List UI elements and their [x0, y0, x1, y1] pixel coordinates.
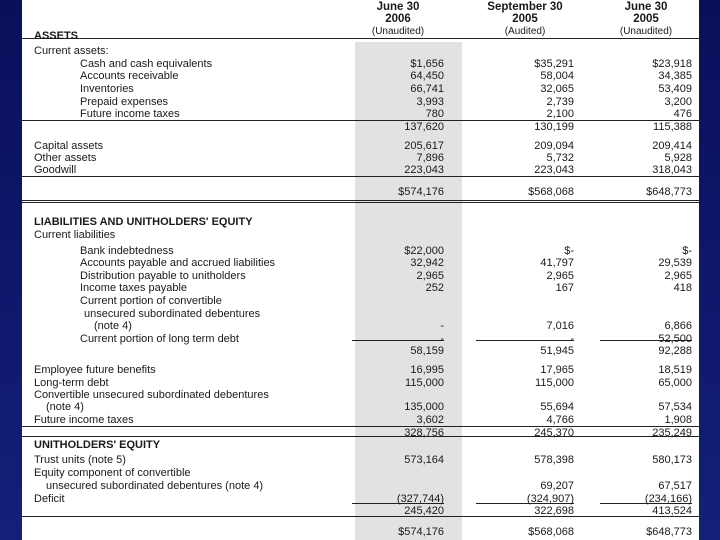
row-value-col3: 318,043	[652, 164, 692, 176]
row-value-col2: 2,100	[546, 108, 574, 120]
row-value-col2: 55,694	[540, 401, 574, 413]
row-value-col2: 69,207	[540, 480, 574, 492]
row-value-col1: 252	[425, 282, 444, 294]
row-label: Distribution payable to unitholders	[80, 270, 246, 282]
col3-header-line2: 2005	[633, 13, 659, 25]
row-label: Deficit	[34, 493, 65, 505]
row-value-col2: 578,398	[534, 454, 574, 466]
row-label: Bank indebtedness	[80, 245, 174, 257]
row-value-col1: (327,744)	[396, 493, 444, 505]
row-label: (note 4)	[46, 401, 84, 413]
row-value-col3: $23,918	[652, 58, 692, 70]
row-value-col2: 17,965	[540, 364, 574, 376]
row-value-col2: 223,043	[534, 164, 574, 176]
row-value-col2: 167	[555, 282, 574, 294]
row-value-col2: (324,907)	[526, 493, 574, 505]
row-label: Prepaid expenses	[80, 96, 169, 108]
row-value-col3: $-	[682, 245, 692, 257]
row-value-col1: 223,043	[404, 164, 444, 176]
col1-header-line1: June 30	[376, 1, 420, 13]
row-value-col1: 32,942	[410, 257, 444, 269]
row-label: Inventories	[80, 83, 134, 95]
row-value-col2: 5,732	[546, 152, 574, 164]
row-label: Equity component of convertible	[34, 467, 191, 479]
row-value-col1: 205,617	[404, 140, 444, 152]
row-value-col3: 413,524	[652, 505, 692, 517]
row-value-col3: 29,539	[658, 257, 692, 269]
row-label: Current portion of convertible	[80, 295, 222, 307]
row-value-col2: 41,797	[540, 257, 574, 269]
row-label: Future income taxes	[34, 414, 134, 426]
col2-header-note: (Audited)	[504, 26, 546, 37]
row-value-col2: 115,000	[535, 377, 574, 389]
row-value-col2: -	[570, 333, 574, 345]
row-value-col3: 5,928	[664, 152, 692, 164]
row-value-col3: 235,249	[652, 427, 692, 439]
row-label: ASSETS	[34, 30, 79, 42]
row-value-col1: $22,000	[404, 245, 444, 257]
total-assets-rule	[22, 176, 699, 177]
row-value-col3: 209,414	[652, 140, 692, 152]
row-value-col2: $35,291	[534, 58, 574, 70]
row-value-col2: 209,094	[534, 140, 574, 152]
col3-header-note: (Unaudited)	[619, 26, 673, 37]
row-value-col1: 7,896	[416, 152, 444, 164]
row-label: Accounts payable and accrued liabilities	[80, 257, 276, 269]
row-label: Income taxes payable	[80, 282, 188, 294]
row-value-col2: 7,016	[546, 320, 574, 332]
row-value-col3: 115,388	[653, 121, 692, 133]
row-value-col2: 58,004	[540, 70, 574, 82]
row-label: unsecured subordinated debentures	[84, 308, 261, 320]
row-value-col3: 52,500	[658, 333, 692, 345]
row-value-col2: 51,945	[540, 345, 574, 357]
row-value-col1: 573,164	[404, 454, 444, 466]
row-value-col1: 64,450	[410, 70, 444, 82]
row-value-col2: 2,965	[546, 270, 574, 282]
row-value-col1: 135,000	[404, 401, 444, 413]
row-value-col3: 476	[673, 108, 692, 120]
row-value-col3: 18,519	[658, 364, 692, 376]
row-value-col1: 16,995	[410, 364, 444, 376]
row-value-col3: 418	[673, 282, 692, 294]
row-label: Cash and cash equivalents	[80, 58, 213, 70]
row-value-col1: 780	[425, 108, 444, 120]
row-value-col1: 66,741	[410, 83, 444, 95]
row-value-col2: $568,068	[528, 186, 574, 198]
row-label: LIABILITIES AND UNITHOLDERS' EQUITY	[34, 216, 253, 228]
row-label: Convertible unsecured subordinated debentures	[34, 389, 269, 401]
row-value-col2: 130,199	[534, 121, 574, 133]
balance-sheet	[22, 0, 699, 540]
row-label: Employee future benefits	[34, 364, 156, 376]
header-rule	[22, 38, 699, 39]
row-value-col3: $648,773	[646, 526, 692, 538]
row-value-col3: 2,965	[664, 270, 692, 282]
row-value-col1: 245,420	[404, 505, 444, 517]
row-label: Long-term debt	[34, 377, 109, 389]
row-value-col1: $574,176	[398, 526, 444, 538]
row-value-col1: 115,000	[405, 377, 444, 389]
row-label: Other assets	[34, 152, 97, 164]
row-value-col1: $1,656	[410, 58, 444, 70]
row-label: Current assets:	[34, 45, 109, 57]
row-value-col2: $-	[564, 245, 574, 257]
total-assets-underline	[22, 200, 699, 201]
row-value-col1: $574,176	[398, 186, 444, 198]
row-value-col2: 32,065	[540, 83, 574, 95]
row-value-col3: 1,908	[664, 414, 692, 426]
row-label: UNITHOLDERS' EQUITY	[34, 439, 161, 451]
row-value-col1: 3,993	[416, 96, 444, 108]
row-label: Capital assets	[34, 140, 104, 152]
col2-header-line2: 2005	[512, 13, 538, 25]
row-value-col1: 137,620	[404, 121, 444, 133]
row-value-col2: 2,739	[546, 96, 574, 108]
col3-header-line1: June 30	[624, 1, 668, 13]
row-label: (note 4)	[94, 320, 132, 332]
row-value-col1: 58,159	[410, 345, 444, 357]
row-value-col2: 245,370	[534, 427, 574, 439]
row-value-col3: 34,385	[658, 70, 692, 82]
row-value-col3: $648,773	[646, 186, 692, 198]
row-value-col1: 2,965	[416, 270, 444, 282]
row-value-col3: (234,166)	[644, 493, 692, 505]
row-value-col1: 328,756	[404, 427, 444, 439]
row-label: Goodwill	[34, 164, 77, 176]
col1-header-note: (Unaudited)	[371, 26, 425, 37]
row-value-col2: 322,698	[534, 505, 574, 517]
row-value-col1: -	[440, 320, 444, 332]
row-label: Future income taxes	[80, 108, 180, 120]
row-value-col3: 53,409	[658, 83, 692, 95]
row-value-col3: 57,534	[658, 401, 692, 413]
row-label: Trust units (note 5)	[34, 454, 126, 466]
row-value-col2: 4,766	[546, 414, 574, 426]
row-value-col2: $568,068	[528, 526, 574, 538]
row-value-col1: -	[440, 333, 444, 345]
row-value-col1: 3,602	[416, 414, 444, 426]
row-label: unsecured subordinated debentures (note 4)	[46, 480, 264, 492]
total-assets-double-underline	[22, 202, 699, 203]
row-label: Current portion of long term debt	[80, 333, 239, 345]
row-value-col3: 3,200	[664, 96, 692, 108]
row-value-col3: 92,288	[658, 345, 692, 357]
row-value-col3: 6,866	[664, 320, 692, 332]
row-value-col3: 580,173	[652, 454, 692, 466]
row-value-col3: 65,000	[658, 377, 692, 389]
row-value-col3: 67,517	[658, 480, 692, 492]
row-label: Accounts receivable	[80, 70, 179, 82]
col2-header-line1: September 30	[487, 1, 563, 13]
col1-header-line2: 2006	[385, 13, 411, 25]
row-label: Current liabilities	[34, 229, 116, 241]
